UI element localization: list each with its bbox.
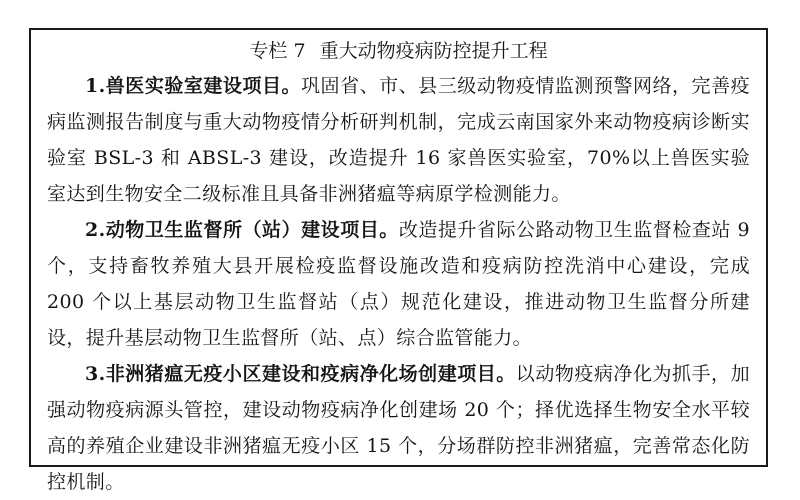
- column-box: [29, 28, 768, 493]
- project-item-2: [47, 212, 750, 356]
- project-heading-3: 3.非洲猪瘟无疫小区建设和疫病净化场创建项目。: [85, 363, 516, 385]
- project-item-3: [47, 356, 750, 500]
- project-item-1: [47, 68, 750, 212]
- project-body-1: 巩固省、市、县三级动物疫情监测预警网络，完善疫病监测报告制度与重大动物疫情分析研判机制，完成云南国家外来动物疫病诊断实验室 BSL-3 和 ABSL-3 建设，改造提升 16 家兽医实验室，70%以上兽医实验室达到生物安全二级标准且具备非洲猪瘟等病原学检测能力。: [47, 75, 751, 205]
- project-body-2: 改造提升省际公路动物卫生监督检查站 9 个，支持畜牧养殖大县开展检疫监督设施改造和疫病防控洗消中心建设，完成 200 个以上基层动物卫生监督站（点）规范化建设，推进动物卫生监督分所建设，提升基层动物卫生监督所（站、点）综合监管能力。: [47, 219, 750, 349]
- column-number: 专栏 7: [249, 40, 306, 62]
- project-heading-2: 2.动物卫生监督所（站）建设项目。: [85, 219, 399, 241]
- project-body-3: 以动物疫病净化为抓手，加强动物疫病源头管控，建设动物疫病净化创建场 20 个；择优选择生物安全水平较高的养殖企业建设非洲猪瘟无疫小区 15 个，分场群防控非洲猪瘟，完善常态化防控机制。: [47, 363, 750, 493]
- column-title-text: 重大动物疫病防控提升工程: [319, 40, 548, 62]
- column-title: [47, 36, 750, 66]
- project-heading-1: 1.兽医实验室建设项目。: [85, 75, 302, 97]
